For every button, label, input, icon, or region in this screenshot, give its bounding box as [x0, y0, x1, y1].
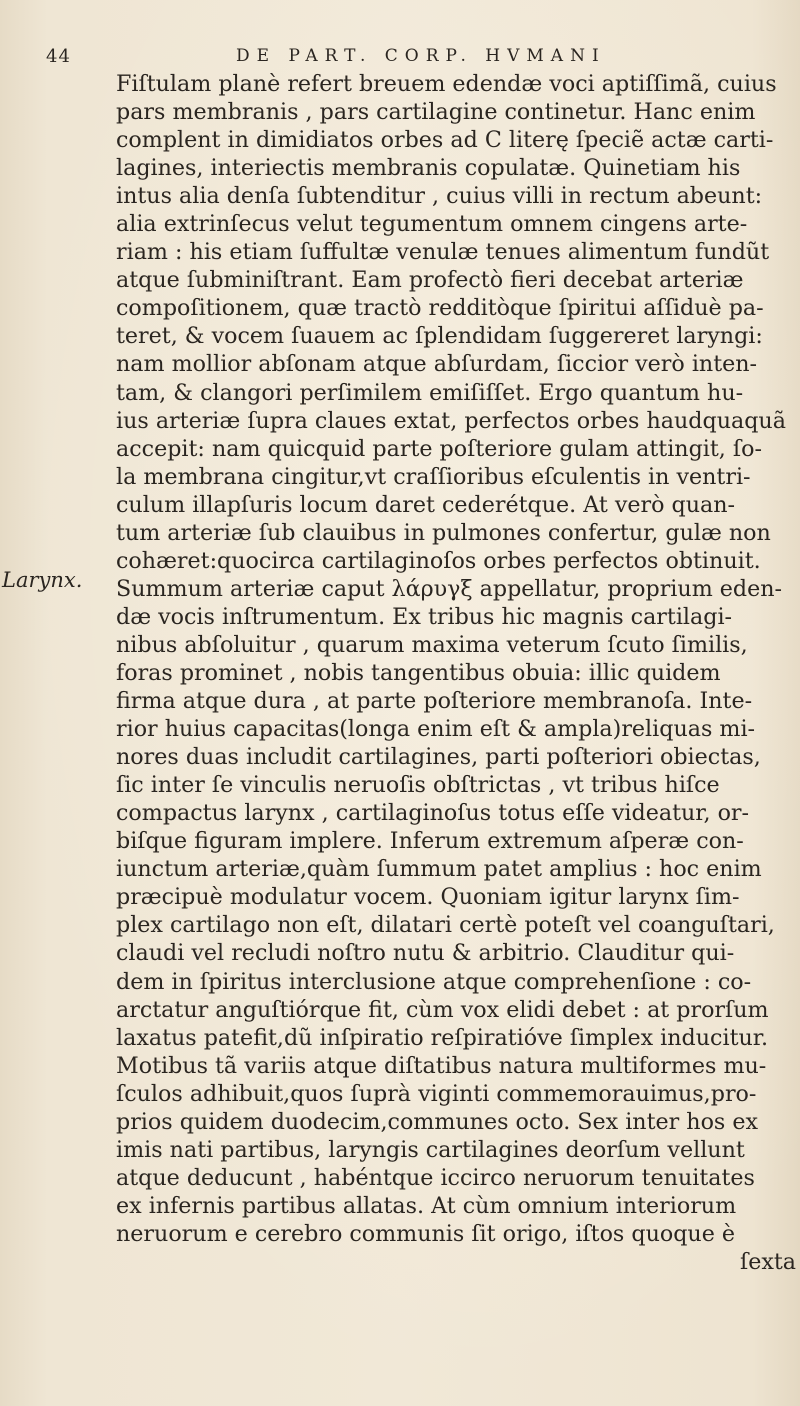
text-line: culum illapſuris locum daret cederétque. At verò quan-	[116, 491, 736, 518]
text-line: tam, & clangori perſimilem emiſiſſet. Ergo quantum hu-	[116, 379, 744, 406]
text-line: foras prominet , nobis tangentibus obuia: illic quidem	[116, 659, 721, 686]
text-line: compoſitionem, quæ tractò redditòque ſpiritui aſſiduè pa-	[116, 295, 764, 322]
page-header	[46, 46, 776, 72]
text-line: arctatur anguſtiórque fit, cùm vox elidi debet : at prorſum	[116, 996, 769, 1023]
text-line: plex cartilago non eſt, dilatari certè poteſt vel coanguſtari,	[116, 912, 775, 939]
catchword: ſexta	[740, 1248, 796, 1275]
text-line: nores duas includit cartilagines, parti poſteriori obiectas,	[116, 744, 761, 771]
text-line: ſculos adhibuit,quos ſuprà viginti commemorauimus,pro-	[116, 1080, 757, 1107]
text-line: iunctum arteriæ,quàm ſummum patet amplius : hoc enim	[116, 856, 762, 883]
running-head: DE PART. CORP. HVMANI	[236, 46, 606, 66]
text-line: neruorum e cerebro communis ſit origo, iſtos quoque è	[116, 1220, 736, 1247]
text-line: riam : his etiam ſuffultæ venulæ tenues alimentum fundũt	[116, 239, 770, 266]
text-line: Summum arteriæ caput λάρυγξ appellatur, proprium eden-	[116, 575, 783, 602]
text-line: nibus abſoluitur , quarum maxima veterum ſcuto ſimilis,	[116, 631, 748, 658]
text-line: lagines, interiectis membranis copulatæ. Quinetiam his	[116, 155, 741, 182]
text-line: atque deducunt , habéntque iccirco neruorum tenuitates	[116, 1164, 755, 1191]
text-line: dem in ſpiritus interclusione atque comprehenſione : co-	[116, 968, 752, 995]
text-line: alia extrinſecus velut tegumentum omnem cingens arte-	[116, 211, 748, 238]
text-line: præcipuè modulatur vocem. Quoniam igitur larynx ſim-	[116, 884, 740, 911]
text-line: complent in dimidiatos orbes ad C literę ſpeciẽ actæ carti-	[116, 127, 774, 154]
text-line: biſque figuram implere. Inferum extremum aſperæ con-	[116, 828, 744, 855]
text-line: compactus larynx , cartilaginoſus totus eſſe videatur, or-	[116, 800, 750, 827]
text-line: imis nati partibus, laryngis cartilagines deorſum vellunt	[116, 1136, 745, 1163]
text-line: nam mollior abſonam atque abſurdam, ſiccior verò inten-	[116, 351, 758, 378]
text-line: laxatus patefit,dũ inſpiratio reſpiratióve ſimplex inducitur.	[116, 1024, 768, 1051]
text-line: firma atque dura , at parte poſteriore membranoſa. Inte-	[116, 688, 753, 715]
text-line: la membrana cingitur,vt craſſioribus eſculentis in ventri-	[116, 463, 751, 490]
text-line: Fiſtulam planè refert breuem edendæ voci aptiſſimã, cuius	[116, 71, 777, 97]
text-line: teret, & vocem ſuauem ac ſplendidam ſuggereret laryngi:	[116, 323, 763, 350]
text-line: cohæret:quocirca cartilaginoſos orbes perfectos obtinuit.	[116, 547, 761, 574]
text-line: dæ vocis inſtrumentum. Ex tribus hic magnis cartilagi-	[116, 603, 733, 630]
text-line: tum arteriæ ſub clauibus in pulmones confertur, gulæ non	[116, 519, 771, 546]
text-line: rior huius capacitas(longa enim eſt & ampla)reliquas mi-	[116, 716, 756, 743]
margin-note-larynx: Larynx.	[2, 568, 83, 592]
text-line: ex infernis partibus allatas. At cùm omnium interiorum	[116, 1192, 737, 1219]
text-line: prios quidem duodecim,communes octo. Sex inter hos ex	[116, 1108, 759, 1135]
text-line: claudi vel recludi noſtro nutu & arbitrio. Clauditur qui-	[116, 940, 735, 967]
text-line: pars membranis , pars cartilagine continetur. Hanc enim	[116, 99, 756, 126]
body-text	[116, 70, 796, 1276]
text-line: ſic inter ſe vinculis neruoſis obſtrictas , vt tribus hiſce	[116, 772, 720, 799]
text-line: Motibus tã variis atque diſtatibus natura multiformes mu-	[116, 1052, 767, 1079]
page-number: 44	[46, 46, 71, 67]
text-line: intus alia denſa ſubtenditur , cuius villi in rectum abeunt:	[116, 183, 763, 210]
text-line: accepit: nam quicquid parte poſteriore gulam attingit, ſo-	[116, 435, 762, 462]
text-line: ius arteriæ ſupra claues extat, perfectos orbes haudquaquã	[116, 407, 786, 434]
text-line: atque ſubminiſtrant. Eam profectò fieri decebat arteriæ	[116, 267, 744, 294]
